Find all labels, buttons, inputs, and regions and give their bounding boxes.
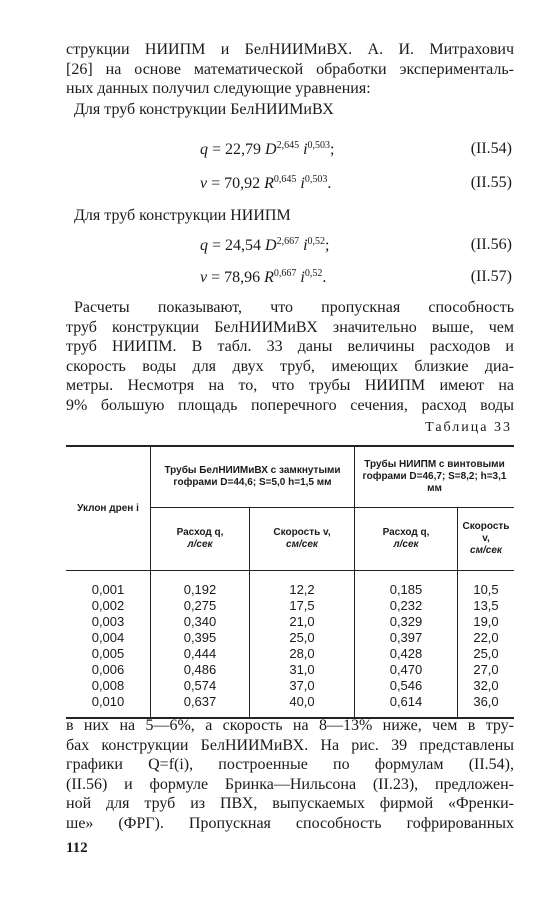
table-row	[66, 631, 514, 647]
table-cell: 0,185	[355, 571, 458, 600]
formula-expression: v = 70,92 R$^{0,645}$ $i^{0,503}$.	[200, 174, 332, 192]
results-paragraph	[66, 298, 514, 415]
formula-number: (II.54)	[470, 140, 512, 157]
table-cell: 0,546	[355, 679, 458, 695]
col-slope-header: Уклон дрен i	[66, 446, 151, 571]
table-cell: 37,0	[250, 679, 355, 695]
table-cell: 0,444	[151, 647, 250, 663]
group-niipm-header: Трубы НИИПМ с винтовыми гофрами D=46,7; S=8,2; h=3,1 мм	[355, 446, 515, 508]
formula-expression: v = 78,96 R$^{0,667}$ $i^{0,52}$.	[200, 268, 327, 286]
table-row	[66, 647, 514, 663]
table-cell: 32,0	[473, 678, 499, 693]
formula-ii57	[0, 268, 552, 290]
caption-belniimivh: Для труб конструкции БелНИИМиВХ	[74, 101, 334, 118]
table-row	[66, 571, 514, 600]
caption-niipm: Для труб конструкции НИИПМ	[74, 207, 291, 224]
table-cell: 19,0	[473, 614, 499, 629]
table-cell: 0,329	[355, 615, 458, 631]
table-cell: 0,010	[66, 695, 151, 718]
table-cell: 0,470	[355, 663, 458, 679]
table-row	[66, 663, 514, 679]
text-line: графики Q=f(i), построенные по формулам (II.54),	[66, 756, 514, 773]
col-flow-header: Расход q, л/сек	[151, 508, 250, 571]
table-cell: 0,340	[151, 615, 250, 631]
text-line: ше» (ФРГ). Пропускная способность гофрированных	[66, 814, 514, 832]
table-cell: 10,5	[473, 582, 499, 597]
text-line: 9% большую площадь поперечного сечения, расход воды	[66, 396, 514, 414]
formula-ii55	[0, 174, 552, 196]
table-cell: 27,0	[473, 662, 499, 677]
table-cell: 28,0	[250, 647, 355, 663]
table-cell: 0,004	[66, 631, 151, 647]
table-cell: 25,0	[473, 646, 499, 661]
table-cell: 0,275	[151, 599, 250, 615]
data-table	[66, 445, 514, 719]
table-cell: 0,397	[355, 631, 458, 647]
conclusion-paragraph	[66, 716, 514, 833]
intro-paragraph	[66, 40, 514, 99]
text-line: метры. Несмотря на то, что трубы НИИПМ имеют на	[66, 377, 514, 394]
table-cell: 25,0	[250, 631, 355, 647]
table-cell: 0,637	[151, 695, 250, 718]
col-flow-header: Расход q, л/сек	[355, 508, 458, 571]
table-cell: 31,0	[250, 663, 355, 679]
table-row	[66, 679, 514, 695]
table-cell: 0,006	[66, 663, 151, 679]
table-cell: 0,395	[151, 631, 250, 647]
text-line: струкции НИИПМ и БелНИИМиВХ. А. И. Митрахович	[66, 41, 514, 58]
table-cell: 0,574	[151, 679, 250, 695]
formula-number: (II.57)	[470, 268, 512, 285]
formula-ii54	[0, 140, 552, 162]
formula-number: (II.56)	[470, 236, 512, 253]
table-cell: 0,008	[66, 679, 151, 695]
formula-expression: q = 24,54 D$^{2,667}$ $i^{0,52}$;	[200, 236, 330, 254]
page-number: 112	[66, 840, 88, 856]
table-cell: 12,2	[250, 571, 355, 600]
table-row	[66, 615, 514, 631]
table-cell: 0,005	[66, 647, 151, 663]
table-cell: 13,5	[473, 598, 499, 613]
table-row	[66, 599, 514, 615]
group-belniimivh-header: Трубы БелНИИМиВХ с замкнутыми гофрами D=44,6; S=5,0 h=1,5 мм	[151, 446, 355, 508]
table-cell: 40,0	[250, 695, 355, 718]
table-cell: 0,002	[66, 599, 151, 615]
table-cell: 0,192	[151, 571, 250, 600]
table-cell: 0,232	[355, 599, 458, 615]
table-cell: 0,614	[355, 695, 458, 718]
table-cell: 17,5	[250, 599, 355, 615]
text-line: ных данных получил следующие уравнения:	[66, 80, 371, 97]
table-row	[66, 695, 514, 718]
text-line: бах конструкции БелНИИМиВХ. На рис. 39 представлены	[66, 736, 514, 754]
table-title: Таблица 33	[425, 420, 512, 435]
col-speed-header: Скорость v, см/сек	[458, 508, 515, 571]
text-line: в них на 5—6%, а скорость на 8—13% ниже, чем в тру-	[66, 717, 514, 734]
formula-ii56	[0, 236, 552, 258]
col-speed-header: Скорость v, см/сек	[250, 508, 355, 571]
text-line: (II.56) и формуле Бринка—Нильсона (II.23), предложен-	[66, 775, 514, 793]
text-line: труб конструкции БелНИИМиВХ значительно выше, чем	[66, 318, 514, 336]
formula-number: (II.55)	[470, 174, 512, 191]
table-cell: 0,428	[355, 647, 458, 663]
text-line: труб НИИПМ. В табл. 33 даны величины расходов и	[66, 338, 514, 355]
table-cell: 22,0	[473, 630, 499, 645]
text-line: [26] на основе математической обработки эксперименталь-	[66, 60, 514, 78]
formula-expression: q = 22,79 D$^{2,645}$ $i^{0,503}$;	[200, 140, 335, 158]
table-cell: 0,003	[66, 615, 151, 631]
table-cell: 21,0	[250, 615, 355, 631]
text-line: ной для труб из ПВХ, выпускаемых фирмой «Френки-	[66, 795, 514, 812]
text-line: Расчеты показывают, что пропускная способность	[74, 299, 514, 316]
table-cell: 36,0	[458, 695, 515, 718]
text-line: скорость воды для двух труб, имеющих близкие диа-	[66, 357, 514, 375]
table-cell: 0,486	[151, 663, 250, 679]
table-cell: 0,001	[66, 571, 151, 600]
